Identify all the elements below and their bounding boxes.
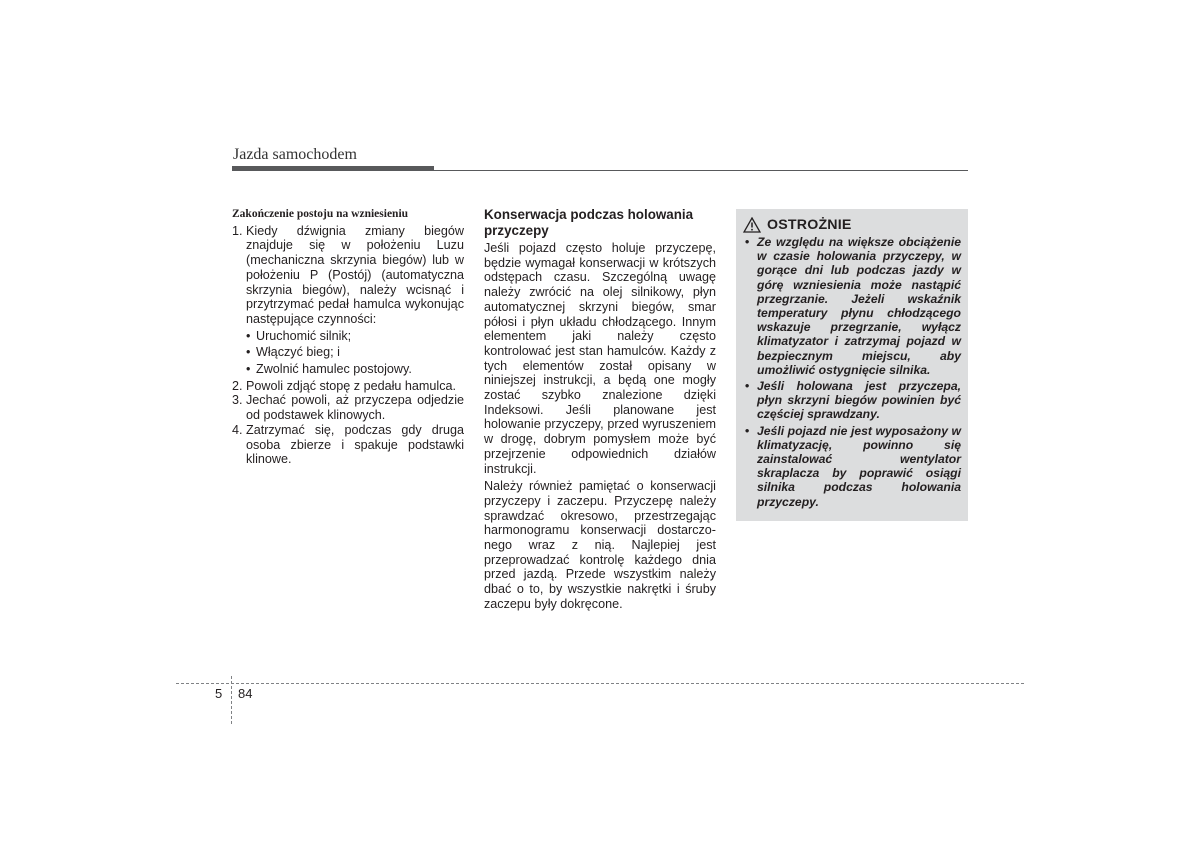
list-item: [232, 393, 464, 422]
caution-list: [743, 235, 961, 509]
warning-triangle-icon: [743, 217, 761, 233]
footer-divider: [176, 683, 1024, 684]
paragraph: Należy również pamiętać o konserwacji przyczepy i zaczepu. Przyczepę należy sprawdzać okresowo, przestrzegając harmonogramu konserwacji dostarczo-nego wraz z nią. Najlepiej jest przeprowadzać kontrolę każdego dnia przed jazdą. Przede wszystkim należy dbać o to, by wszystkie nakrętki i śruby zaczepu były dokręcone.: [484, 479, 716, 611]
list-item: • Zwolnić hamulec postojowy.: [246, 362, 464, 377]
paragraph: Jeśli pojazd często holuje przyczepę, będzie wymagał konserwacji w krótszych odstępach czasu. Szczególną uwagę należy zwrócić na olej silnikowy, płyn automatycznej skrzyni biegów, smar półosi i płyn układu chłodzącego. Innym elementem jaki należy często kontrolować jest stan hamulców. Każdy z tych elementów został opisany w niniejszej instrukcji, a będą one mogły zostać szybko znalezione dzięki Indeksowi. Jeśli planowane jest holowanie przyczepy, przed wyruszeniem w drogę, dobrym pomysłem może być przejrzenie odpowiednich działów instrukcji.: [484, 241, 716, 476]
step-number: 2.: [232, 378, 243, 393]
header-rule-thin: [434, 170, 968, 171]
left-column: [232, 207, 464, 467]
header-rule-thick: [232, 166, 434, 171]
caution-header: [743, 217, 961, 233]
list-item: • Ze względu na większe obciążenie w czasie holowania przyczepy, w gorące dni lub podczas jazdy w górę wzniesienia może nastąpić przegrzanie. Jeżeli wskaźnik temperatury płynu chłodzącego wskazuje przegrzanie, wyłącz klimatyzator i zatrzymaj pojazd w bezpiecznym miejscu, aby umożliwić ostygnięcie silnika.: [743, 235, 961, 377]
section-subheading: Zakończenie postoju na wzniesieniu: [232, 208, 409, 220]
list-item: [232, 224, 464, 377]
step-text: Jechać powoli, aż przyczepa odjedzie od podstawek klinowych.: [246, 393, 464, 423]
list-item: • Włączyć bieg; i: [246, 345, 464, 360]
chapter-number: 5: [215, 686, 223, 701]
step-number: 4.: [232, 422, 243, 437]
caution-box: [736, 209, 968, 521]
list-item: [232, 379, 464, 394]
list-item: • Uruchomić silnik;: [246, 329, 464, 344]
bullet-list: [246, 329, 464, 377]
step-number: 3.: [232, 393, 243, 408]
caution-title: OSTROŻNIE: [767, 216, 852, 233]
list-item: [232, 423, 464, 467]
middle-column: [484, 207, 716, 615]
chapter-title: Jazda samochodem: [233, 146, 357, 163]
step-text: Powoli zdjąć stopę z pedału hamulca.: [246, 378, 457, 393]
right-column: [736, 209, 968, 521]
page-number: 84: [238, 686, 253, 701]
step-text: Zatrzymać się, podczas gdy druga osoba zbierze i spakuje podstawki klinowe.: [246, 422, 464, 467]
section-title: Konserwacja podczas holowania przyczepy: [484, 207, 694, 238]
footer-vertical-divider: [231, 676, 232, 724]
list-item: • Jeśli holowana jest przyczepa, płyn skrzyni biegów powinien być częściej sprawdzany.: [743, 379, 961, 422]
list-item: • Jeśli pojazd nie jest wyposażony w klimatyzację, powinno się zainstalować wentylator skraplacza by poprawić osiągi silnika podczas holowania przyczepy.: [743, 424, 961, 509]
step-number: 1.: [232, 223, 243, 238]
step-text: Kiedy dźwignia zmiany biegów znajduje się w położeniu Luzu (mechaniczna skrzynia biegów) lub w położeniu P (Postój) (automatyczna skrzynia biegów), należy wcisnąć i przytrzymać pedał hamulca wykonując następujące czynności:: [246, 223, 464, 326]
steps-list: [232, 224, 464, 467]
